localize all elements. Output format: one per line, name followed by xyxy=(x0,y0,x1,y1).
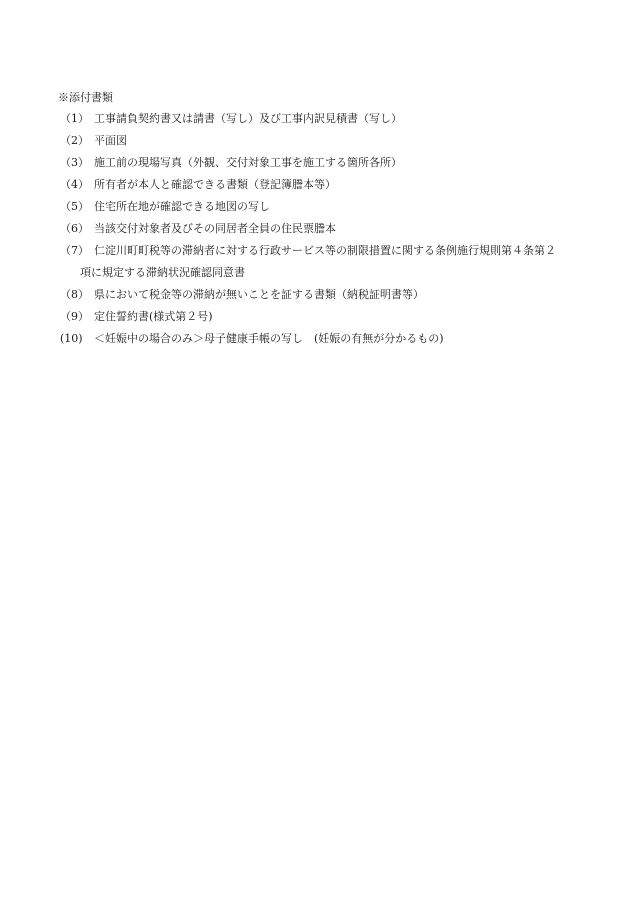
item-text: 平面図 xyxy=(94,134,127,147)
list-item xyxy=(60,156,590,170)
attachments-list xyxy=(60,112,590,354)
list-item xyxy=(60,310,590,324)
item-text-continuation: 項に規定する滞納状況確認同意書 xyxy=(80,266,245,279)
item-number: （1） xyxy=(60,112,89,125)
attachments-heading: ※添付書類 xyxy=(58,91,113,104)
list-item xyxy=(60,200,590,214)
list-item xyxy=(60,332,590,346)
item-text: ＜妊娠中の場合のみ＞母子健康手帳の写し (妊娠の有無が分かるもの) xyxy=(94,332,444,345)
list-item xyxy=(60,112,590,126)
list-item xyxy=(60,222,590,236)
list-item xyxy=(60,134,590,148)
item-number: （6） xyxy=(60,222,89,235)
item-number: （5） xyxy=(60,200,89,213)
item-text: 県において税金等の滞納が無いことを証する書類（納税証明書等） xyxy=(94,288,424,301)
item-text: 施工前の現場写真（外観、交付対象工事を施工する箇所各所） xyxy=(94,156,402,169)
item-number: （9） xyxy=(60,310,89,323)
item-text: 当該交付対象者及びその同居者全員の住民票謄本 xyxy=(94,222,336,235)
list-item xyxy=(60,178,590,192)
item-number: （4） xyxy=(60,178,89,191)
item-number: (10) xyxy=(60,332,83,345)
list-item xyxy=(60,244,590,280)
list-item xyxy=(60,288,590,302)
item-text: 工事請負契約書又は請書（写し）及び工事内訳見積書（写し） xyxy=(94,112,402,125)
item-text: 住宅所在地が確認できる地図の写し xyxy=(94,200,270,213)
item-text: 定住誓約書(様式第２号) xyxy=(94,310,213,323)
item-number: （2） xyxy=(60,134,89,147)
item-number: （3） xyxy=(60,156,89,169)
item-text: 所有者が本人と確認できる書類（登記簿謄本等） xyxy=(94,178,336,191)
item-number: （8） xyxy=(60,288,89,301)
item-number: （7） xyxy=(60,244,89,257)
item-text: 仁淀川町町税等の滞納者に対する行政サービス等の制限措置に関する条例施行規則第４条第２ xyxy=(94,244,556,257)
